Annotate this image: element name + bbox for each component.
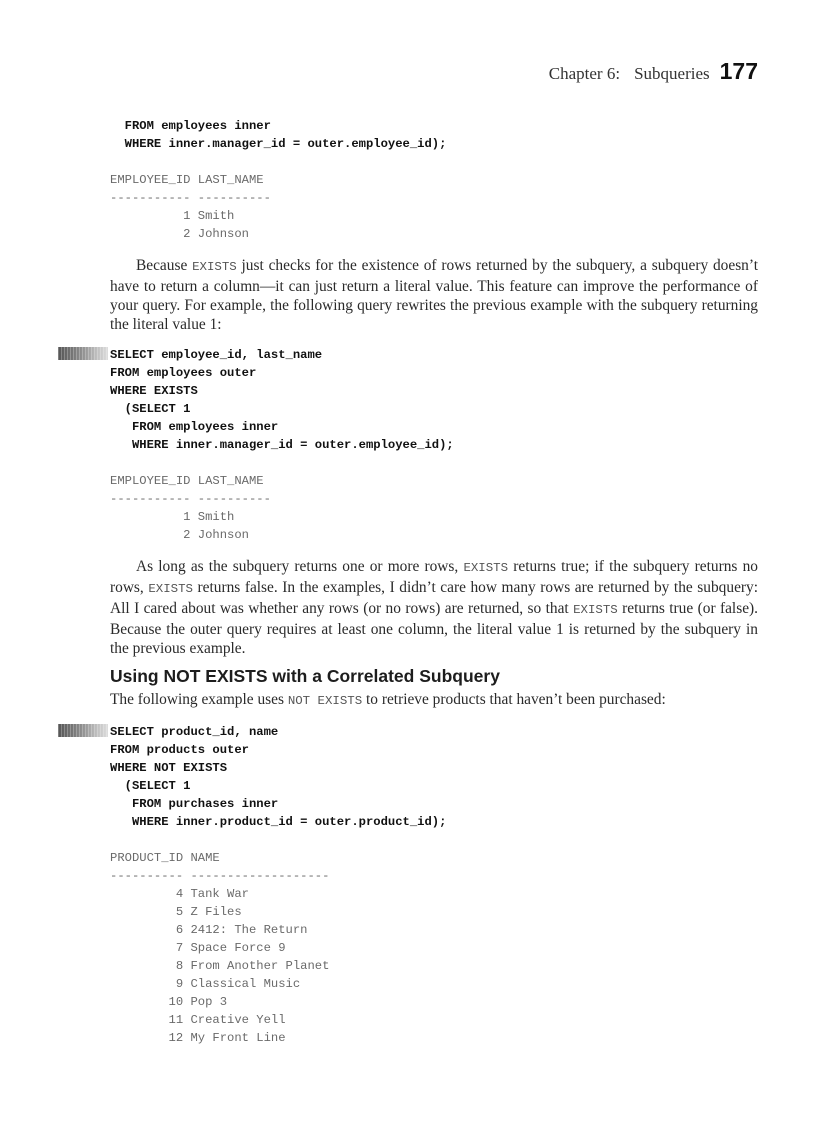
- code-line: FROM employees outer: [110, 366, 257, 380]
- inline-keyword: EXISTS: [573, 603, 618, 617]
- paragraph-exists-behavior: As long as the subquery returns one or more rows, EXISTS returns true; if the subquery returns no rows, EXISTS returns false. In the examples, I didn’t care how many rows are returned by the subquery: All I cared about was whether any rows (or no rows) are returned, so that EXISTS returns true (or false). Because the outer query requires at least one column, the literal value 1 is returned by the subquery in the previous example.: [110, 558, 758, 657]
- code-line: (SELECT 1: [110, 779, 191, 793]
- query-output-3: [110, 849, 760, 1047]
- running-header: [549, 58, 758, 85]
- query-output-1: [110, 171, 760, 243]
- output-line: 2 Johnson: [110, 227, 249, 241]
- inline-keyword: EXISTS: [148, 582, 193, 596]
- output-line: ---------- -------------------: [110, 869, 330, 883]
- output-line: 12 My Front Line: [110, 1031, 286, 1045]
- section-intro: The following example uses NOT EXISTS to retrieve products that haven’t been purchased:: [110, 691, 666, 708]
- output-line: 6 2412: The Return: [110, 923, 308, 937]
- code-line: FROM employees inner: [110, 119, 271, 133]
- output-line: ----------- ----------: [110, 191, 271, 205]
- code-line: WHERE inner.manager_id = outer.employee_id);: [110, 137, 447, 151]
- section-heading: [110, 666, 760, 687]
- output-line: ----------- ----------: [110, 492, 271, 506]
- output-line: 5 Z Files: [110, 905, 242, 919]
- code-line: SELECT employee_id, last_name: [110, 348, 323, 362]
- code-line: WHERE inner.manager_id = outer.employee_id);: [110, 438, 454, 452]
- new-code-marker: [58, 347, 108, 360]
- inline-keyword: NOT EXISTS: [287, 694, 363, 708]
- code-line: FROM employees inner: [110, 420, 279, 434]
- output-line: 2 Johnson: [110, 528, 249, 542]
- output-line: PRODUCT_ID NAME: [110, 851, 220, 865]
- code-example-2: [110, 346, 760, 454]
- chapter-title: Subqueries: [634, 64, 710, 83]
- output-line: 10 Pop 3: [110, 995, 228, 1009]
- code-line: SELECT product_id, name: [110, 725, 279, 739]
- query-output-2: [110, 472, 760, 544]
- output-line: 7 Space Force 9: [110, 941, 286, 955]
- output-line: 1 Smith: [110, 510, 235, 524]
- code-line: FROM purchases inner: [110, 797, 279, 811]
- code-line: WHERE inner.product_id = outer.product_id);: [110, 815, 447, 829]
- output-line: 4 Tank War: [110, 887, 249, 901]
- inline-keyword: EXISTS: [463, 561, 509, 575]
- page-number: 177: [719, 58, 758, 84]
- code-line: WHERE NOT EXISTS: [110, 761, 228, 775]
- code-line: WHERE EXISTS: [110, 384, 198, 398]
- paragraph-exists-literal: Because EXISTS just checks for the existence of rows returned by the subquery, a subquery doesn’t have to return a column—it can just return a literal value. This feature can improve the performance of your query. For example, the following query rewrites the previous example with the subquery returning the literal value 1:: [110, 257, 758, 333]
- output-line: EMPLOYEE_ID LAST_NAME: [110, 173, 264, 187]
- output-line: 11 Creative Yell: [110, 1013, 286, 1027]
- inline-keyword: EXISTS: [192, 260, 237, 274]
- output-line: EMPLOYEE_ID LAST_NAME: [110, 474, 264, 488]
- code-example-3: [110, 723, 760, 831]
- chapter-label: Chapter 6:: [548, 64, 621, 83]
- code-line: FROM products outer: [110, 743, 249, 757]
- output-line: 1 Smith: [110, 209, 235, 223]
- code-continuation: [110, 117, 760, 153]
- output-line: 8 From Another Planet: [110, 959, 330, 973]
- heading-text: Using NOT EXISTS with a Correlated Subquery: [110, 666, 500, 686]
- code-line: (SELECT 1: [110, 402, 191, 416]
- output-line: 9 Classical Music: [110, 977, 301, 991]
- new-code-marker: [58, 724, 108, 737]
